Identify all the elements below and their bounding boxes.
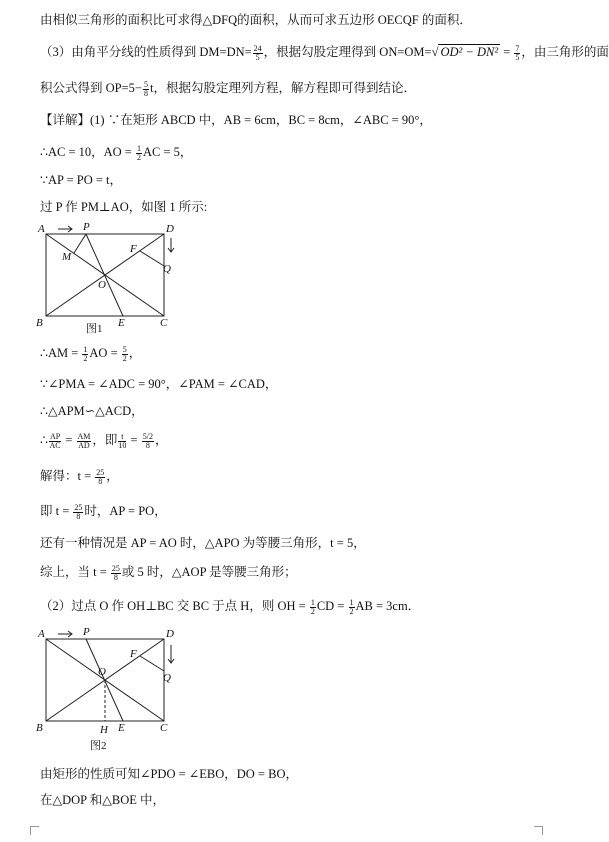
text-segment: = [62,433,76,447]
label-o: O [98,666,106,678]
text-segment: = [500,45,514,59]
label-h: H [100,724,108,736]
fraction-denominator: 8 [143,88,148,98]
fraction-numerator: 5/2 [142,431,153,441]
sqrt-symbol: √ [431,45,439,59]
fraction-numerator: 7 [515,43,520,53]
label-b: B [36,317,43,329]
text-segment: 即 t = [40,504,73,518]
text-line-7: 过 P 作 PM⊥AO，如图 1 所示: [40,200,208,214]
page-corner-mark-left [30,826,39,835]
fraction-numerator: 24 [253,43,262,53]
label-d: D [166,223,174,235]
fraction [136,145,142,162]
figure-1-caption: 图1 [86,323,103,335]
fraction [111,565,121,582]
fraction-numerator: AP [49,431,61,441]
text-line-12 [40,468,119,486]
fraction-numerator: 5 [143,79,148,89]
fraction-denominator: AD [78,440,90,450]
label-p: P [83,626,90,638]
text-segment: （3）由角平分线的性质得到 DM=DN= [40,45,252,59]
label-b: B [36,722,43,734]
text-segment: CD = [316,599,348,613]
text-line-6: ∵AP = PO = t， [40,173,123,187]
fraction [514,45,520,62]
fraction-denominator: 8 [113,572,118,582]
text-line-16 [40,598,420,616]
fraction-numerator: 25 [96,467,105,477]
segment-pm [74,234,86,253]
text-segment: AO = [89,346,121,360]
fraction-denominator: 2 [349,606,354,616]
label-e: E [118,317,125,329]
text-line-2 [40,44,609,62]
fraction-numerator: 25 [74,502,83,512]
text-line-4: 【详解】(1) ∵在矩形 ABCD 中，AB = 6cm，BC = 8cm，∠ABC = 90°， [40,113,432,127]
fraction-denominator: 8 [98,476,103,486]
fraction-denominator: 10 [118,440,127,450]
page-corner-mark-right [534,826,543,835]
text-segment: = [127,433,141,447]
text-segment: ，即 [92,433,118,447]
fraction [82,346,88,363]
fraction-numerator: 1 [83,344,88,354]
text-segment: （2）过点 O 作 OH⊥BC 交 BC 于点 H，则 OH = [40,599,309,613]
figure-2-caption: 图2 [90,740,107,752]
fraction [118,433,126,450]
text-segment: ∴AM = [40,346,82,360]
text-segment: ，由三角形的面 [521,45,609,59]
fraction [310,599,316,616]
text-line-1: 由相似三角形的面积比可求得△DFQ的面积，从而可求五边形 OECQF 的面积． [40,13,472,27]
label-p: P [83,221,90,233]
label-m: M [62,251,72,263]
segment-pe [86,234,123,316]
fraction [77,433,92,450]
fraction-denominator: 2 [122,353,127,363]
label-c: C [160,722,168,734]
fraction-denominator: 5 [515,52,520,62]
text-segment: ，根据勾股定理得到 ON=OM= [263,45,432,59]
text-segment: ， [154,433,168,447]
text-segment: 解得：t = [40,469,95,483]
text-line-15 [40,564,297,582]
fraction-denominator: 8 [145,440,150,450]
fraction-numerator: t [118,433,126,442]
fraction [73,504,83,521]
text-segment: 积公式得到 OP=5− [40,81,142,95]
text-line-17: 由矩形的性质可知∠PDO = ∠EBO，DO = BO， [40,767,298,781]
fraction-denominator: 2 [136,152,141,162]
label-f: F [130,243,137,255]
fraction [49,433,61,450]
fraction [143,81,149,98]
fraction-denominator: AC [49,440,61,450]
fraction-denominator: 5 [255,52,260,62]
text-line-3 [40,80,416,98]
text-segment: 时，AP = PO， [84,504,167,518]
label-o: O [98,279,106,291]
figure-2 [32,625,182,757]
fraction [349,599,355,616]
fraction-denominator: 2 [310,606,315,616]
label-a: A [38,223,45,235]
text-line-14: 还有一种情况是 AP = AO 时，△APO 为等腰三角形，t = 5， [40,536,366,550]
segment-fq [140,656,164,671]
text-segment: 综上，当 t = [40,565,110,579]
fraction [142,433,154,450]
label-a: A [38,628,45,640]
text-line-8 [40,345,141,363]
text-segment: ∴AC = 10，AO = [40,145,135,159]
text-segment: ∴ [40,433,48,447]
fraction-numerator: 5 [122,344,127,354]
text-segment: AB = 3cm． [355,599,421,613]
label-d: D [166,628,174,640]
label-q: Q [163,263,171,275]
text-segment: 或 5 时，△AOP 是等腰三角形； [121,565,297,579]
text-segment: ， [106,469,119,483]
text-segment: AC = 5， [142,145,193,159]
fraction [122,346,128,363]
fraction-numerator: 1 [136,143,141,153]
fraction-denominator: 2 [83,353,88,363]
label-f: F [130,648,137,660]
fraction [253,45,263,62]
label-c: C [160,317,168,329]
text-line-11 [40,432,167,450]
fraction-denominator: 8 [76,511,81,521]
figure-1 [32,220,182,340]
text-line-13 [40,503,167,521]
segment-fq [140,251,164,266]
fraction-numerator: 1 [310,597,315,607]
fraction-numerator: 25 [111,563,120,573]
text-line-5 [40,144,192,162]
text-line-10: ∴△APM∽△ACD， [40,404,144,418]
label-q: Q [163,672,171,684]
text-line-18: 在△DOP 和△BOE 中， [40,793,166,807]
text-segment: t，根据勾股定理列方程，解方程即可得到结论． [149,81,416,95]
fraction [95,469,105,486]
fraction-numerator: 1 [349,597,354,607]
fraction-numerator: AM [77,431,91,441]
label-e: E [118,722,125,734]
sqrt-content: OD² − DN² [440,45,499,59]
text-line-9: ∵∠PMA = ∠ADC = 90°，∠PAM = ∠CAD， [40,377,278,391]
text-segment: ， [128,346,142,360]
